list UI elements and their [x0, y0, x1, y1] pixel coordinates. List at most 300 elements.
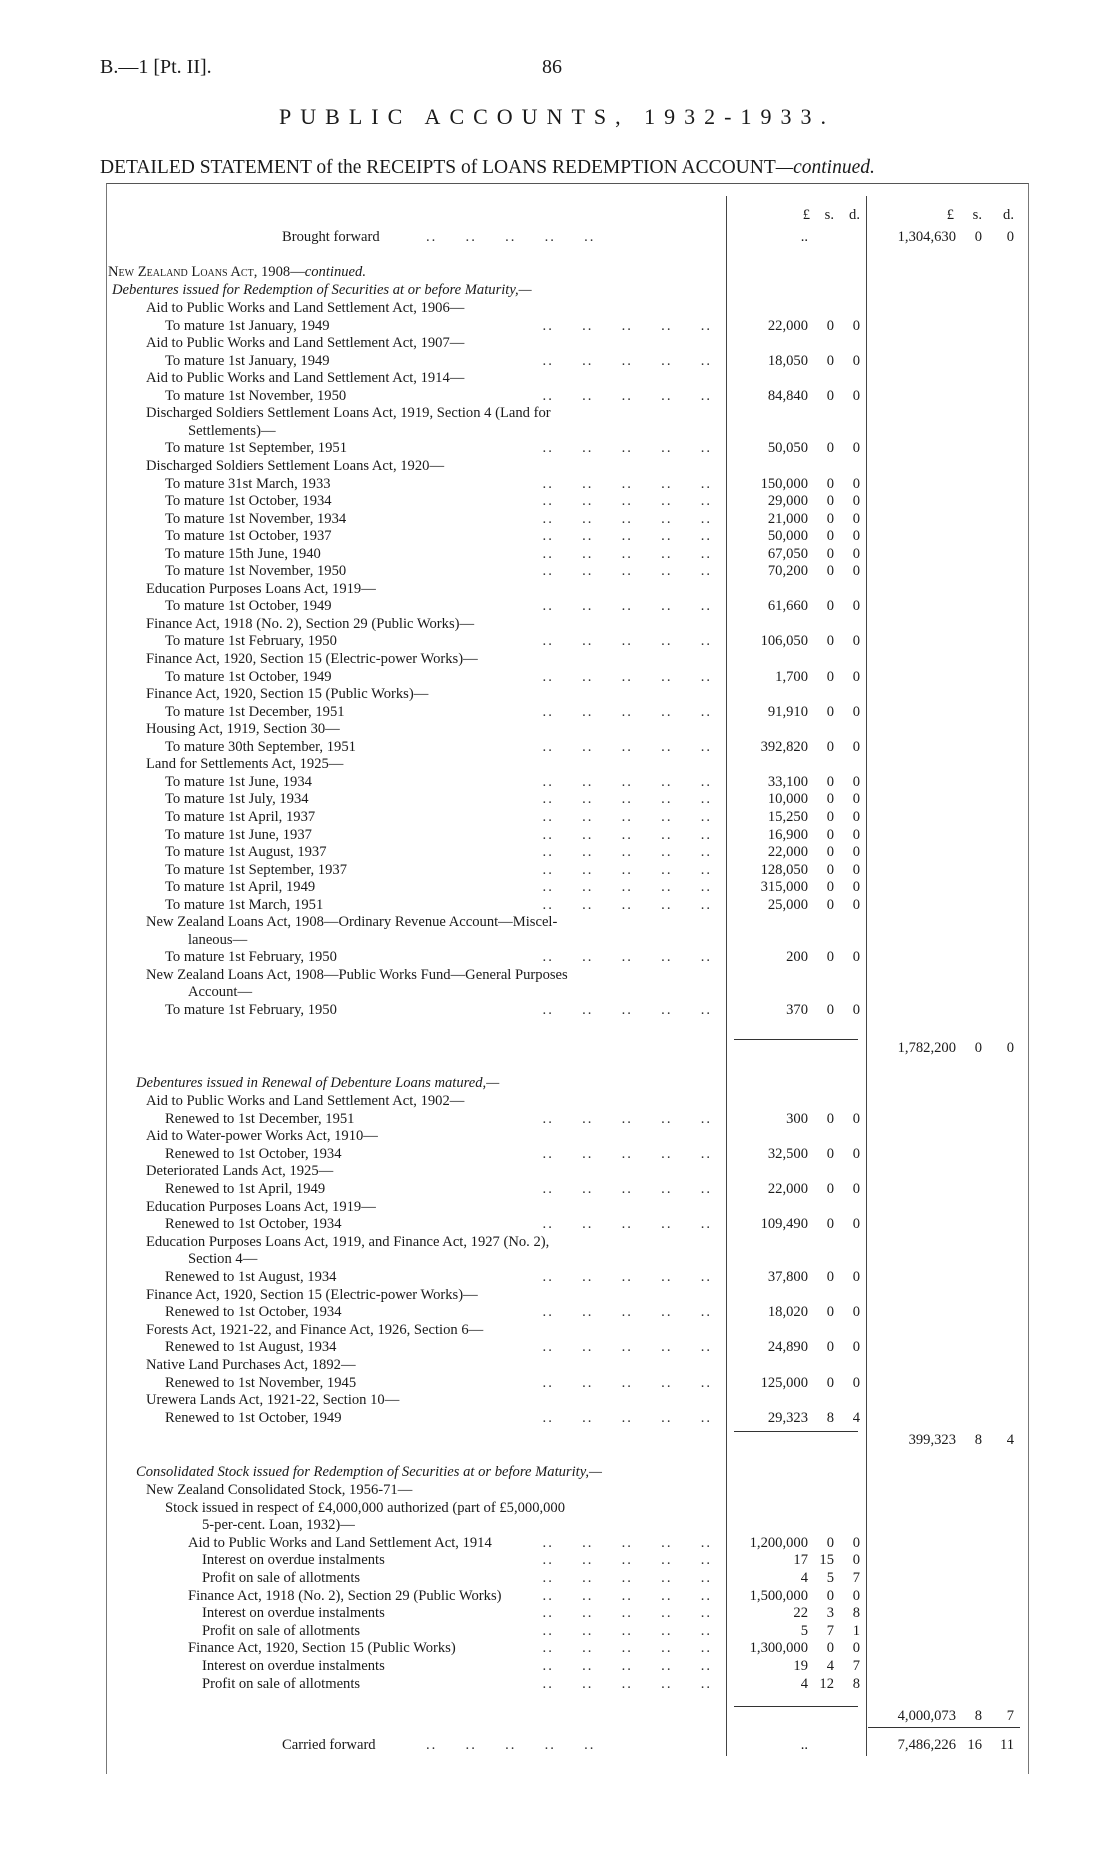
ledger-row-amount-shillings: 0 — [826, 633, 834, 650]
ledger-row — [0, 914, 1114, 932]
brought-forward-row — [0, 229, 1114, 247]
ledger-row-amount-pence: 0 — [852, 1145, 860, 1162]
brought-forward-s: 0 — [974, 229, 982, 245]
ledger-row-amount-pence: 0 — [852, 1181, 860, 1197]
ledger-row — [0, 423, 1114, 441]
brought-forward-d: 0 — [1006, 229, 1014, 245]
ledger-row-amount-pence: 0 — [852, 598, 860, 615]
ledger-row-amount-shillings: 0 — [826, 598, 834, 615]
ledger-row-label: Finance Act, 1920, Section 15 (Electric-power Works)— — [146, 651, 478, 667]
ledger-row — [0, 756, 1114, 774]
ledger-row-amount-pence: 0 — [852, 1304, 860, 1321]
ledger-row-amount-pounds: 84,840 — [767, 387, 808, 404]
ledger-row-amount-pounds: 1,300,000 — [749, 1640, 808, 1657]
ledger-row — [0, 1128, 1114, 1146]
ledger-row-label: To mature 1st December, 1951 — [165, 703, 345, 720]
ledger-row-amount-shillings: 0 — [826, 826, 834, 843]
ledger-row-label: To mature 1st April, 1937 — [165, 808, 316, 825]
ledger-row-amount-shillings: 4 — [826, 1658, 834, 1674]
ledger-row — [0, 388, 1114, 406]
ledger-row-label: To mature 31st March, 1933 — [165, 475, 331, 492]
ledger-row-amount-pounds: 22,000 — [767, 1181, 808, 1197]
ledger-row — [0, 1269, 1114, 1287]
carried-forward-d: 11 — [999, 1737, 1014, 1753]
ledger-row-amount-pounds: 315,000 — [760, 879, 808, 896]
leader-dots: .. .. .. .. .. — [542, 879, 712, 896]
ledger-row-amount-pounds: 29,323 — [767, 1409, 808, 1426]
ledger-row — [0, 546, 1114, 564]
ledger-row — [0, 633, 1114, 651]
subtitle-continued: —continued. — [775, 157, 875, 178]
ledger-row-amount-shillings: 0 — [826, 808, 834, 825]
leader-dots: .. .. .. .. .. — [542, 1339, 712, 1356]
ledger-row-amount-shillings: 0 — [826, 387, 834, 404]
ledger-row — [0, 1216, 1114, 1234]
ledger-row — [0, 739, 1114, 757]
ledger-row-label: Aid to Water-power Works Act, 1910— — [146, 1128, 378, 1145]
carried-forward-row — [0, 1737, 1114, 1755]
section2-total-row — [0, 1432, 1114, 1450]
ledger-row-amount-shillings: 0 — [826, 1587, 834, 1604]
ledger-row-amount-shillings: 0 — [826, 352, 834, 369]
ledger-row-amount-pounds: 4 — [800, 1675, 808, 1692]
section2-heading-row — [0, 1075, 1114, 1093]
leader-dots: .. .. .. .. .. — [542, 475, 712, 492]
carried-forward-col1: .. — [800, 1737, 808, 1753]
ledger-row-label: New Zealand Loans Act, 1908—Ordinary Revenue Account—Miscel- — [146, 914, 558, 931]
ledger-row-amount-shillings: 12 — [819, 1675, 834, 1692]
ledger-row-amount-pence: 0 — [852, 668, 860, 685]
ledger-row-amount-shillings: 7 — [826, 1622, 834, 1639]
ledger-row-label: Renewed to 1st October, 1934 — [165, 1216, 342, 1233]
ledger-row-amount-pence: 8 — [852, 1605, 860, 1622]
ledger-row-label: Aid to Public Works and Land Settlement Act, 1914 — [188, 1534, 492, 1551]
ledger-row-amount-pence: 0 — [852, 1002, 860, 1018]
carried-forward-total: 7,486,226 — [897, 1737, 956, 1753]
leader-dots: .. .. .. .. .. — [542, 528, 712, 545]
leader-dots: .. .. .. .. .. — [542, 773, 712, 790]
ledger-row — [0, 1375, 1114, 1393]
ledger-row-label: Profit on sale of allotments — [202, 1570, 361, 1586]
ledger-row — [0, 1093, 1114, 1111]
ledger-row-label: Interest on overdue instalments — [202, 1658, 385, 1674]
ledger-row — [0, 1517, 1114, 1535]
ledger-row-amount-shillings: 0 — [826, 1181, 834, 1197]
ledger-row — [0, 1570, 1114, 1588]
ledger-row-amount-shillings: 0 — [826, 668, 834, 685]
ledger-row-label: Land for Settlements Act, 1925— — [146, 756, 344, 773]
ledger-row — [0, 686, 1114, 704]
ledger-row-amount-pounds: 1,200,000 — [749, 1534, 808, 1551]
leader-dots: .. .. .. .. .. — [542, 440, 712, 457]
ledger-row-amount-pounds: 33,100 — [767, 773, 808, 790]
ledger-row-label: To mature 15th June, 1940 — [165, 545, 321, 562]
ledger-row-amount-shillings: 0 — [826, 844, 834, 861]
ledger-row-label: New Zealand Consolidated Stock, 1956-71— — [146, 1482, 413, 1498]
ledger-row-label: Housing Act, 1919, Section 30— — [146, 721, 340, 738]
ledger-row-label: Forests Act, 1921-22, and Finance Act, 1926, Section 6— — [146, 1321, 484, 1338]
ledger-row — [0, 774, 1114, 792]
ledger-row — [0, 440, 1114, 458]
ledger-row — [0, 879, 1114, 897]
ledger-row — [0, 1234, 1114, 1252]
ledger-row-label: Renewed to 1st April, 1949 — [165, 1181, 326, 1197]
section1-heading: Debentures issued for Redemption of Securities at or before Maturity,— — [112, 282, 532, 298]
brought-forward-col1: .. — [800, 229, 808, 245]
ledger-row-label: Deteriorated Lands Act, 1925— — [146, 1163, 334, 1180]
ledger-row — [0, 405, 1114, 423]
ledger-row-amount-shillings: 0 — [826, 1145, 834, 1162]
ledger-row — [0, 984, 1114, 1002]
ledger-row-amount-pence: 0 — [852, 510, 860, 527]
ledger-row-amount-pounds: 1,500,000 — [749, 1587, 808, 1604]
ledger-row — [0, 897, 1114, 915]
ledger-row-amount-pounds: 29,000 — [767, 493, 808, 510]
ledger-row-amount-pence: 0 — [852, 1640, 860, 1657]
act-heading-name: New Zealand Loans Act — [108, 264, 254, 280]
ledger-row — [0, 370, 1114, 388]
section1-total-row — [0, 1040, 1114, 1058]
ledger-row-amount-pounds: 32,500 — [767, 1145, 808, 1162]
ledger-row-amount-pence: 0 — [852, 528, 860, 545]
ledger-row-amount-pounds: 17 — [793, 1552, 808, 1569]
ledger-row-amount-shillings: 0 — [826, 791, 834, 808]
leader-dots: .. .. .. .. .. — [542, 510, 712, 527]
col-pound2-header: £ — [946, 207, 954, 223]
ledger-row-amount-pence: 0 — [852, 1110, 860, 1127]
leader-dots: .. .. .. .. .. — [542, 844, 712, 861]
ledger-row — [0, 932, 1114, 950]
col-pence2-header: d. — [1003, 207, 1014, 223]
ledger-row — [0, 318, 1114, 336]
leader-dots: .. .. .. .. .. — [542, 1269, 712, 1285]
leader-dots: .. .. .. .. .. — [426, 229, 596, 245]
section1-total-s: 0 — [974, 1040, 982, 1056]
ledger-row — [0, 651, 1114, 669]
ledger-row-amount-shillings: 0 — [826, 949, 834, 966]
ledger-row-label: To mature 1st September, 1951 — [165, 440, 347, 457]
ledger-row-label: Account— — [188, 984, 253, 1001]
ledger-row-amount-pounds: 200 — [786, 949, 808, 966]
leader-dots: .. .. .. .. .. — [542, 1570, 712, 1586]
leader-dots: .. .. .. .. .. — [542, 1374, 712, 1391]
document-reference: B.—1 [Pt. II]. — [100, 56, 212, 78]
ledger-row-amount-pence: 0 — [852, 791, 860, 808]
ledger-row-label: To mature 1st March, 1951 — [165, 896, 324, 913]
ledger-row-amount-pence: 0 — [852, 633, 860, 650]
ledger-row-amount-pounds: 300 — [786, 1110, 808, 1127]
ledger-row-label: Renewed to 1st November, 1945 — [165, 1374, 357, 1391]
section1-heading-row — [0, 282, 1114, 300]
ledger-row-label: Aid to Public Works and Land Settlement Act, 1914— — [146, 370, 465, 387]
ledger-row-amount-shillings: 5 — [826, 1570, 834, 1586]
section2-total: 399,323 — [908, 1432, 956, 1448]
ledger-row-amount-pence: 0 — [852, 703, 860, 720]
ledger-row-amount-shillings: 0 — [826, 545, 834, 562]
ledger-row-label: To mature 1st August, 1937 — [165, 844, 327, 861]
ledger-row — [0, 1658, 1114, 1676]
ledger-row-amount-pence: 0 — [852, 545, 860, 562]
ledger-row-label: Finance Act, 1918 (No. 2), Section 29 (Public Works)— — [146, 615, 475, 632]
ledger-row-amount-shillings: 0 — [826, 440, 834, 457]
ledger-row-label: Section 4— — [188, 1251, 258, 1268]
ledger-row-amount-shillings: 8 — [826, 1409, 834, 1426]
ledger-row-label: To mature 1st February, 1950 — [165, 1002, 337, 1018]
ledger-row — [0, 616, 1114, 634]
act-heading-year: , 1908— — [253, 264, 305, 280]
ledger-row — [0, 1163, 1114, 1181]
ledger-row — [0, 1146, 1114, 1164]
ledger-row-amount-pence: 0 — [852, 738, 860, 755]
ledger-row — [0, 844, 1114, 862]
ledger-row-amount-shillings: 0 — [826, 1269, 834, 1285]
ledger-row-amount-pence: 0 — [852, 949, 860, 966]
ledger-row-label: Profit on sale of allotments — [202, 1675, 361, 1692]
ledger-row-label: To mature 1st September, 1937 — [165, 861, 347, 878]
ledger-row-label: Education Purposes Loans Act, 1919, and Finance Act, 1927 (No. 2), — [146, 1233, 550, 1250]
carried-forward-label: Carried forward — [282, 1737, 376, 1753]
ledger-row — [0, 1482, 1114, 1500]
leader-dots: .. .. .. .. .. — [542, 633, 712, 650]
ledger-row-label: To mature 1st October, 1937 — [165, 528, 332, 545]
ledger-row-amount-shillings: 0 — [826, 510, 834, 527]
ledger-row — [0, 300, 1114, 318]
ledger-row-amount-pence: 0 — [852, 1552, 860, 1569]
ledger-row — [0, 1623, 1114, 1641]
ledger-row — [0, 827, 1114, 845]
ledger-row-amount-shillings: 0 — [826, 1374, 834, 1391]
leader-dots: .. .. .. .. .. — [542, 352, 712, 369]
ledger-row-label: Aid to Public Works and Land Settlement Act, 1907— — [146, 335, 465, 352]
ledger-row-label: Finance Act, 1920, Section 15 (Public Works)— — [146, 686, 429, 703]
brought-forward-label: Brought forward — [282, 229, 380, 245]
ledger-row-amount-shillings: 0 — [826, 1640, 834, 1657]
ledger-row — [0, 1552, 1114, 1570]
ledger-row-amount-shillings: 0 — [826, 861, 834, 878]
ledger-row — [0, 1640, 1114, 1658]
leader-dots: .. .. .. .. .. — [542, 1145, 712, 1162]
ledger-row-amount-pounds: 70,200 — [767, 563, 808, 580]
ledger-row-amount-pence: 4 — [852, 1409, 860, 1426]
ledger-row-amount-shillings: 0 — [826, 879, 834, 896]
ledger-row-amount-pounds: 22,000 — [767, 844, 808, 861]
ledger-row-label: To mature 1st February, 1950 — [165, 949, 337, 966]
ledger-row-amount-pence: 8 — [852, 1675, 860, 1692]
ledger-row — [0, 1605, 1114, 1623]
subtitle-main: DETAILED STATEMENT of the RECEIPTS of LOANS REDEMPTION ACCOUNT — [100, 157, 776, 178]
ledger-row-amount-pence: 0 — [852, 317, 860, 334]
ledger-row-amount-pence: 0 — [852, 861, 860, 878]
ledger-row-amount-pounds: 15,250 — [767, 808, 808, 825]
carried-forward-rule — [868, 1727, 1020, 1728]
ledger-row-label: To mature 1st June, 1934 — [165, 773, 312, 790]
ledger-row-amount-pence: 1 — [852, 1622, 860, 1639]
ledger-row-amount-shillings: 0 — [826, 738, 834, 755]
ledger-row — [0, 335, 1114, 353]
ledger-row — [0, 1392, 1114, 1410]
ledger-row-amount-pounds: 22 — [793, 1605, 808, 1622]
ledger-row-label: Finance Act, 1920, Section 15 (Public Works) — [188, 1640, 456, 1657]
ledger-row-amount-pence: 0 — [852, 563, 860, 580]
section3-total: 4,000,073 — [897, 1708, 956, 1724]
ledger-row-amount-pounds: 19 — [793, 1658, 808, 1674]
ledger-row-label: To mature 1st November, 1950 — [165, 563, 347, 580]
ledger-row-amount-pounds: 21,000 — [767, 510, 808, 527]
ledger-row-label: Interest on overdue instalments — [202, 1605, 385, 1622]
leader-dots: .. .. .. .. .. — [542, 387, 712, 404]
act-heading — [0, 264, 1114, 282]
ledger-row — [0, 511, 1114, 529]
ledger-row — [0, 458, 1114, 476]
ledger-row-amount-pounds: 370 — [786, 1002, 808, 1018]
ledger-row-amount-pounds: 106,050 — [760, 633, 808, 650]
ledger-row-label: Finance Act, 1920, Section 15 (Electric-power Works)— — [146, 1286, 478, 1303]
ledger-row-amount-pounds: 25,000 — [767, 896, 808, 913]
leader-dots: .. .. .. .. .. — [542, 1587, 712, 1604]
page-title: PUBLIC ACCOUNTS, 1932-1933. — [279, 104, 835, 129]
ledger-row-amount-pounds: 91,910 — [767, 703, 808, 720]
ledger-row — [0, 862, 1114, 880]
ledger-row-amount-pounds: 4 — [800, 1570, 808, 1586]
ledger-row-amount-pence: 0 — [852, 493, 860, 510]
ledger-row-label: New Zealand Loans Act, 1908—Public Works Fund—General Purposes — [146, 966, 568, 983]
ledger-row-label: Discharged Soldiers Settlement Loans Act, 1919, Section 4 (Land for — [146, 405, 551, 422]
ledger-row-label: Education Purposes Loans Act, 1919— — [146, 1198, 376, 1215]
ledger-row-amount-pence: 0 — [852, 1216, 860, 1233]
ledger-row-label: To mature 1st June, 1937 — [165, 826, 312, 843]
leader-dots: .. .. .. .. .. — [542, 826, 712, 843]
section3-subtotal-rule — [734, 1706, 858, 1707]
section3-total-d: 7 — [1006, 1708, 1014, 1724]
ledger-row-amount-pounds: 50,050 — [767, 440, 808, 457]
ledger-row-label: Aid to Public Works and Land Settlement Act, 1902— — [146, 1093, 465, 1109]
ledger-row-label: To mature 1st October, 1934 — [165, 493, 332, 510]
ledger-row-amount-pence: 0 — [852, 1534, 860, 1551]
section3-heading-row — [0, 1464, 1114, 1482]
ledger-row — [0, 581, 1114, 599]
ledger-row-amount-pounds: 5 — [800, 1622, 808, 1639]
ledger-row-amount-pence: 7 — [852, 1570, 860, 1586]
ledger-row-amount-pence: 0 — [852, 896, 860, 913]
ledger-row — [0, 528, 1114, 546]
ledger-row-amount-pence: 0 — [852, 387, 860, 404]
ledger-row-amount-shillings: 0 — [826, 703, 834, 720]
section2-total-s: 8 — [974, 1432, 982, 1448]
ledger-row-amount-shillings: 0 — [826, 528, 834, 545]
page-number: 86 — [542, 56, 562, 78]
ledger-row-amount-pence: 0 — [852, 773, 860, 790]
ledger-row-amount-pounds: 109,490 — [760, 1216, 808, 1233]
ledger-row-amount-pence: 0 — [852, 352, 860, 369]
ledger-row — [0, 1410, 1114, 1428]
ledger-row — [0, 949, 1114, 967]
leader-dots: .. .. .. .. .. — [542, 493, 712, 510]
ledger-row-label: Interest on overdue instalments — [202, 1552, 385, 1569]
ledger-row-amount-pence: 0 — [852, 1269, 860, 1285]
ledger-row-amount-pounds: 150,000 — [760, 475, 808, 492]
leader-dots: .. .. .. .. .. — [542, 1640, 712, 1657]
ledger-row-amount-pounds: 392,820 — [760, 738, 808, 755]
ledger-row-amount-pence: 0 — [852, 879, 860, 896]
ledger-row-amount-pounds: 50,000 — [767, 528, 808, 545]
ledger-row-amount-shillings: 0 — [826, 1304, 834, 1321]
ledger-row-label: To mature 1st November, 1950 — [165, 387, 347, 404]
leader-dots: .. .. .. .. .. — [542, 1622, 712, 1639]
ledger-row — [0, 1535, 1114, 1553]
ledger-row — [0, 1251, 1114, 1269]
ledger-row-label: Renewed to 1st October, 1934 — [165, 1304, 342, 1321]
ledger-row-amount-pounds: 61,660 — [767, 598, 808, 615]
ledger-row-amount-shillings: 3 — [826, 1605, 834, 1622]
ledger-row-label: To mature 1st April, 1949 — [165, 879, 316, 896]
ledger-row-label: Renewed to 1st August, 1934 — [165, 1339, 337, 1356]
ledger-row-label: Profit on sale of allotments — [202, 1622, 361, 1639]
leader-dots: .. .. .. .. .. — [542, 808, 712, 825]
ledger-row-amount-pence: 0 — [852, 440, 860, 457]
ledger-row-label: Urewera Lands Act, 1921-22, Section 10— — [146, 1392, 400, 1409]
ledger-row-amount-shillings: 0 — [826, 1002, 834, 1018]
ledger-row-label: To mature 1st February, 1950 — [165, 633, 337, 650]
statement-subtitle — [100, 157, 875, 179]
leader-dots: .. .. .. .. .. — [542, 563, 712, 580]
ledger-row-amount-pence: 7 — [852, 1658, 860, 1674]
ledger-row-amount-shillings: 0 — [826, 1110, 834, 1127]
ledger-row-label: 5-per-cent. Loan, 1932)— — [202, 1517, 355, 1534]
ledger-row — [0, 809, 1114, 827]
section1-total-d: 0 — [1006, 1040, 1014, 1056]
section2-total-d: 4 — [1006, 1432, 1014, 1448]
ledger-row — [0, 721, 1114, 739]
carried-forward-s: 16 — [967, 1737, 982, 1753]
ledger-row-label: To mature 1st October, 1949 — [165, 598, 332, 615]
ledger-row — [0, 476, 1114, 494]
col-pence-header: d. — [849, 207, 860, 223]
leader-dots: .. .. .. .. .. — [542, 1409, 712, 1426]
ledger-row-label: Renewed to 1st October, 1949 — [165, 1409, 342, 1426]
ledger-row — [0, 493, 1114, 511]
leader-dots: .. .. .. .. .. — [542, 1534, 712, 1551]
ledger-row — [0, 1199, 1114, 1217]
ledger-row-label: Finance Act, 1918 (No. 2), Section 29 (Public Works) — [188, 1587, 502, 1604]
ledger-row-amount-pence: 0 — [852, 826, 860, 843]
leader-dots: .. .. .. .. .. — [542, 738, 712, 755]
ledger-row-label: To mature 30th September, 1951 — [165, 738, 356, 755]
act-heading-continued: continued. — [304, 264, 366, 280]
col-shilling2-header: s. — [972, 207, 982, 223]
column-headings — [0, 207, 1114, 225]
ledger-row-amount-shillings: 0 — [826, 317, 834, 334]
leader-dots: .. .. .. .. .. — [542, 949, 712, 966]
ledger-row-label: Renewed to 1st December, 1951 — [165, 1110, 355, 1127]
ledger-row-label: To mature 1st January, 1949 — [165, 352, 330, 369]
ledger-row-amount-shillings: 15 — [819, 1552, 834, 1569]
leader-dots: .. .. .. .. .. — [542, 1304, 712, 1321]
ledger-row — [0, 1111, 1114, 1129]
ledger-row — [0, 353, 1114, 371]
ledger-row-label: To mature 1st January, 1949 — [165, 317, 330, 334]
ledger-row-amount-pounds: 1,700 — [775, 668, 808, 685]
ledger-row — [0, 1500, 1114, 1518]
ledger-row — [0, 1357, 1114, 1375]
leader-dots: .. .. .. .. .. — [542, 1181, 712, 1197]
ledger-row — [0, 1304, 1114, 1322]
ledger-row-label: Renewed to 1st October, 1934 — [165, 1145, 342, 1162]
leader-dots: .. .. .. .. .. — [542, 668, 712, 685]
ledger-row-amount-shillings: 0 — [826, 1216, 834, 1233]
ledger-row-amount-shillings: 0 — [826, 1339, 834, 1356]
ledger-row-label: Renewed to 1st August, 1934 — [165, 1269, 337, 1285]
leader-dots: .. .. .. .. .. — [542, 1002, 712, 1018]
